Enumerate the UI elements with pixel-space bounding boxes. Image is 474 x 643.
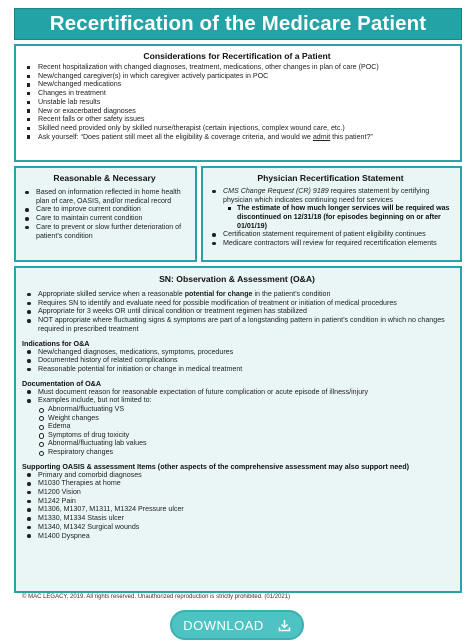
physician-heading: Physician Recertification Statement	[257, 173, 404, 183]
sn-item1-text: Appropriate skilled service when a reasonable	[38, 290, 185, 298]
cms-change-request: CMS Change Request (CR) 9189	[223, 187, 329, 195]
sn-heading: SN: Observation & Assessment (O&A)	[159, 274, 315, 284]
list-item: Care to prevent or slow further deterioration of patient’s condition	[20, 223, 189, 240]
ask-yourself-text: Ask yourself: “Does patient still meet all the eligibility & coverage criteria, and would we	[38, 132, 313, 141]
considerations-heading: Considerations for Recertification of a Patient	[143, 51, 331, 61]
page-title: Recertification of the Medicare Patient	[14, 8, 462, 40]
list-item: New/changed medications	[22, 80, 452, 89]
list-item	[22, 290, 452, 299]
list-item	[207, 187, 454, 204]
list-item: Abnormal/fluctuating VS	[36, 405, 452, 414]
list-item: New/changed caregiver(s) in which caregiver actively participates in POC	[22, 72, 452, 81]
list-item: New or exacerbated diagnoses	[22, 107, 452, 116]
copyright-footer: © MAC LEGACY, 2019. All rights reserved. Unauthorized reproduction is strictly prohibited. (01/2021)	[22, 594, 291, 600]
sn-main-list	[22, 290, 452, 334]
download-button[interactable]	[170, 610, 304, 640]
download-tray-icon	[278, 619, 291, 632]
documentation-list	[22, 388, 452, 405]
list-item: M1200 Vision	[22, 488, 452, 497]
reasonable-heading: Reasonable & Necessary	[53, 173, 156, 183]
supporting-list	[22, 471, 452, 541]
considerations-box	[14, 44, 462, 162]
list-item: M1340, M1342 Surgical wounds	[22, 523, 452, 532]
physician-statement-box	[201, 166, 462, 262]
indications-list	[22, 348, 452, 374]
list-item: Abnormal/fluctuating lab values	[36, 439, 452, 448]
list-item: Recent hospitalization with changed diagnoses, treatment, medications, other changes in plan of care (POC)	[22, 63, 452, 72]
download-label: DOWNLOAD	[183, 617, 264, 633]
list-item: Based on information reflected in home health plan of care, OASIS, and/or medical record	[20, 188, 189, 205]
list-item: New/changed diagnoses, medications, symptoms, procedures	[22, 348, 452, 357]
list-item: Examples include, but not limited to:	[22, 396, 452, 405]
list-item: Respiratory changes	[36, 448, 452, 457]
list-item: Recent falls or other safety issues	[22, 115, 452, 124]
list-item: Certification statement requirement of patient eligibility continues	[207, 230, 454, 239]
list-item: Medicare contractors will review for required recertification elements	[207, 239, 454, 248]
document-page	[12, 8, 464, 600]
list-item: Symptoms of drug toxicity	[36, 431, 452, 440]
list-item: Care to improve current condition	[20, 205, 189, 214]
cms-statement-text: requires statement by certifying physician which indicates continuing need for services	[223, 187, 430, 204]
physician-list-continued	[207, 230, 454, 247]
list-item: Weight changes	[36, 414, 452, 423]
physician-list	[207, 187, 454, 204]
list-item: Primary and comorbid diagnoses	[22, 471, 452, 480]
list-item: Requires SN to identify and evaluate need for possible modification of treatment or initiation of medical procedures	[22, 299, 452, 308]
examples-list	[36, 405, 452, 457]
list-item: M1030 Therapies at home	[22, 479, 452, 488]
considerations-list	[22, 63, 452, 141]
list-item: Must document reason for reasonable expectation of future complication or acute episode of illness/injury	[22, 388, 452, 397]
list-item: M1306, M1307, M1311, M1324 Pressure ulcer	[22, 505, 452, 514]
list-item: Changes in treatment	[22, 89, 452, 98]
indications-label: Indications for O&A	[22, 338, 90, 348]
list-item: Appropriate for 3 weeks OR until clinical condition or treatment regimen has stabilized	[22, 307, 452, 316]
reasonable-list	[20, 188, 189, 240]
list-item: NOT appropriate where fluctuating signs & symptoms are part of a longstanding pattern in patient’s condition in which no changes required in prescribed treatment	[22, 316, 452, 333]
list-item: M1330, M1334 Stasis ulcer	[22, 514, 452, 523]
list-item: M1242 Pain	[22, 497, 452, 506]
supporting-label: Supporting OASIS & assessment Items (other aspects of the comprehensive assessment may also support need)	[22, 461, 410, 471]
list-item: M1400 Dyspnea	[22, 532, 452, 541]
ask-yourself-end: this patient?”	[330, 132, 373, 141]
list-item	[22, 133, 452, 142]
list-item: Unstable lab results	[22, 98, 452, 107]
documentation-label: Documentation of O&A	[22, 378, 102, 388]
potential-for-change: potential for change	[184, 290, 253, 298]
admit-word: admit	[312, 132, 331, 141]
sn-item1-end: in the patient’s condition	[252, 290, 331, 298]
list-item: Skilled need provided only by skilled nurse/therapist (certain injections, complex wound care, etc.)	[22, 124, 452, 133]
list-item: The estimate of how much longer services will be required was discontinued on 12/31/18 (for episodes beginning on or after 01/01/19)	[225, 204, 454, 230]
list-item: Edema	[36, 422, 452, 431]
list-item: Care to maintain current condition	[20, 214, 189, 223]
reasonable-necessary-box	[14, 166, 197, 262]
sn-observation-box	[14, 266, 462, 593]
list-item: Documented history of related complications	[22, 356, 452, 365]
list-item: Reasonable potential for initiation or change in medical treatment	[22, 365, 452, 374]
physician-sublist	[225, 204, 454, 230]
